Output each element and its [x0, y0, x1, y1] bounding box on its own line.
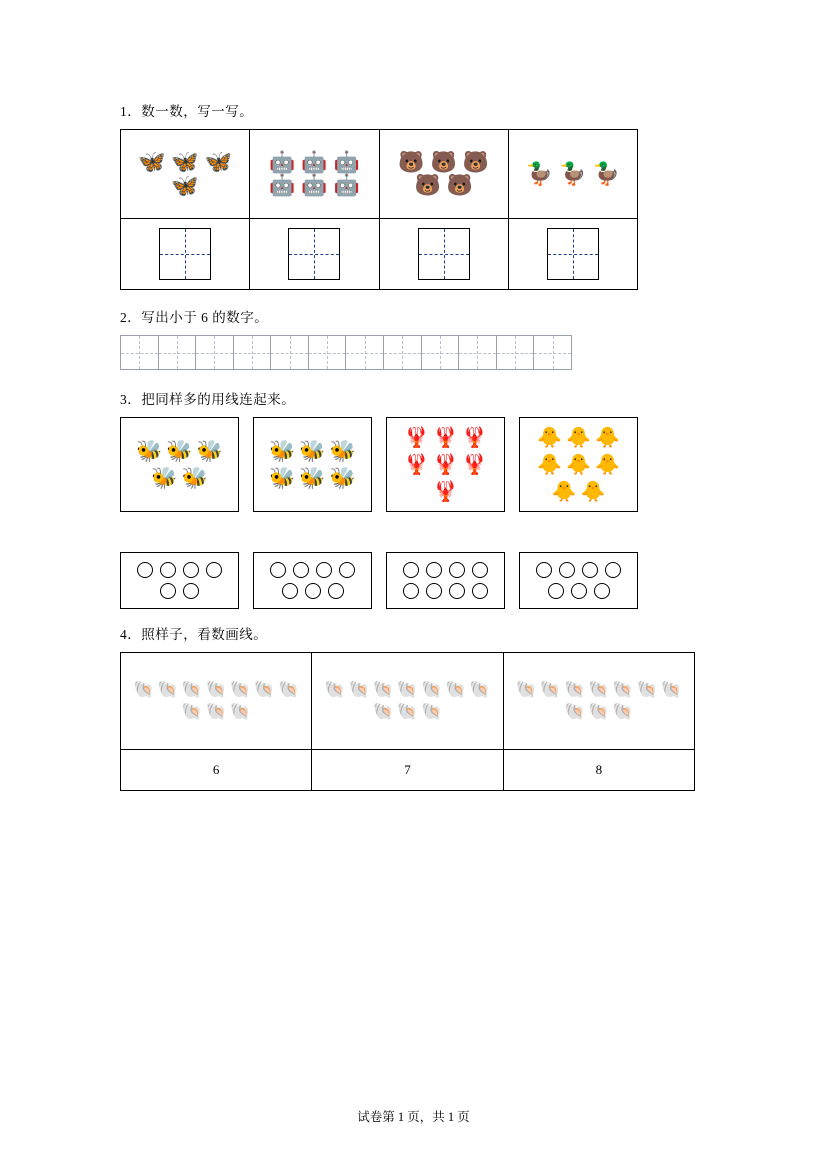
answer-cell[interactable] — [271, 336, 309, 370]
robot-icon: 🤖 — [333, 150, 360, 174]
table-row — [121, 653, 695, 750]
circle-icon — [183, 583, 199, 599]
question-3-bottom-row — [120, 552, 707, 609]
circle-icon — [472, 583, 488, 599]
circle-icon — [605, 562, 621, 578]
question-4-title: 4．照样子，看数画线。 — [120, 627, 268, 642]
robot-icon: 🤖 — [301, 150, 328, 174]
circle-box-8 — [386, 552, 505, 609]
bee-icon: 🐝 — [299, 438, 326, 463]
shell-icon: 🐚 — [612, 702, 634, 721]
circle-icon — [270, 562, 286, 578]
shell-cell-3 — [503, 653, 694, 750]
duck-icon: 🦆 — [559, 161, 587, 186]
picture-box-bees-6 — [253, 417, 372, 512]
duck-icon: 🦆 — [592, 161, 620, 186]
shell-icon: 🐚 — [396, 702, 419, 721]
circle-icon — [183, 562, 199, 578]
answer-cell[interactable] — [421, 336, 459, 370]
answer-cell[interactable] — [158, 336, 196, 370]
crab-icon: 🦞 — [404, 454, 430, 476]
table-row — [121, 130, 638, 219]
shell-icon: 🐚 — [564, 680, 586, 699]
bee-icon: 🐝 — [136, 438, 163, 463]
picture-cell-2 — [250, 130, 379, 219]
shell-icon: 🐚 — [421, 702, 443, 721]
question-2-title: 2．写出小于 6 的数字。 — [120, 310, 269, 325]
chick-icon: 🐥 — [580, 481, 606, 503]
crab-icon: 🦞 — [404, 427, 430, 449]
crab-icon: 🦞 — [461, 427, 487, 449]
butterfly-icon: 🦋 — [204, 149, 233, 174]
picture-cell-1 — [121, 130, 250, 219]
circle-icon — [426, 583, 442, 599]
circle-icon — [328, 583, 344, 599]
circle-icon — [137, 562, 153, 578]
crab-icon: 🦞 — [433, 454, 458, 476]
shell-icon: 🐚 — [515, 680, 537, 699]
shell-icon: 🐚 — [133, 680, 155, 699]
picture-cell-content — [250, 130, 378, 218]
shell-icon: 🐚 — [372, 680, 394, 699]
circle-icon — [282, 583, 298, 599]
circle-icon — [339, 562, 355, 578]
picture-box-chicks-8 — [519, 417, 638, 512]
shell-cell-1 — [121, 653, 312, 750]
bee-icon: 🐝 — [166, 438, 193, 463]
shell-icon: 🐚 — [205, 702, 227, 721]
picture-cell-content — [509, 130, 637, 218]
robot-icon: 🤖 — [301, 173, 328, 197]
answer-cell[interactable] — [121, 336, 159, 370]
table-row — [121, 219, 638, 290]
table-row — [121, 750, 695, 791]
chick-icon: 🐥 — [566, 454, 591, 476]
bee-icon: 🐝 — [329, 465, 356, 490]
shell-icon: 🐚 — [660, 680, 682, 699]
tianzige-box[interactable] — [547, 228, 599, 280]
crab-icon: 🦞 — [433, 427, 458, 449]
picture-box-crabs-7 — [386, 417, 505, 512]
picture-cell-content — [380, 130, 508, 218]
shell-cell-2 — [312, 653, 503, 750]
picture-cell-4 — [508, 130, 637, 219]
shell-icon: 🐚 — [396, 680, 419, 699]
answer-cell-4[interactable] — [508, 219, 637, 290]
shell-icon: 🐚 — [229, 680, 251, 699]
shell-icon: 🐚 — [348, 680, 370, 699]
robot-icon-group — [250, 130, 378, 218]
shell-icon: 🐚 — [181, 702, 203, 721]
question-1-title: 1．数一数，写一写。 — [120, 104, 254, 119]
circle-icon — [536, 562, 552, 578]
bee-icon: 🐝 — [299, 465, 326, 490]
circle-icon — [559, 562, 575, 578]
question-3-top-row — [120, 417, 707, 512]
shell-icon: 🐚 — [278, 680, 300, 699]
duck-icon: 🦆 — [525, 161, 554, 186]
picture-cell-content — [121, 130, 249, 218]
circle-icon — [548, 583, 564, 599]
answer-cell-1[interactable] — [121, 219, 250, 290]
answer-cell[interactable] — [534, 336, 572, 370]
chick-icon: 🐥 — [537, 454, 563, 476]
shell-icon: 🐚 — [588, 680, 610, 699]
shell-icon: 🐚 — [445, 680, 467, 699]
page-footer: 试卷第 1 页，共 1 页 — [357, 1110, 470, 1124]
crab-icon: 🦞 — [433, 481, 458, 503]
answer-cell[interactable] — [459, 336, 497, 370]
shell-icon-group — [312, 675, 502, 727]
shell-icon: 🐚 — [588, 702, 610, 721]
answer-cell[interactable] — [384, 336, 422, 370]
shell-icon: 🐚 — [612, 680, 634, 699]
question-2 — [120, 306, 707, 370]
circle-icon — [403, 562, 419, 578]
question-1 — [120, 100, 707, 290]
circle-box-7b — [519, 552, 638, 609]
number-label-3: 8 — [503, 750, 694, 791]
circle-icon — [293, 562, 309, 578]
robot-icon: 🤖 — [269, 150, 296, 174]
answer-cell[interactable] — [346, 336, 384, 370]
circle-icon — [472, 562, 488, 578]
tianzige-box[interactable] — [418, 228, 470, 280]
shell-icon: 🐚 — [539, 680, 562, 699]
circle-icon — [316, 562, 332, 578]
circle-icon — [403, 583, 419, 599]
answer-cell[interactable] — [308, 336, 346, 370]
question-2-answer-grid[interactable] — [120, 335, 572, 370]
chick-icon: 🐥 — [537, 427, 563, 449]
shell-icon: 🐚 — [421, 680, 443, 699]
chick-icon: 🐥 — [566, 427, 591, 449]
robot-icon: 🤖 — [333, 173, 360, 197]
question-4-table — [120, 652, 695, 791]
answer-cell-3[interactable] — [379, 219, 508, 290]
bee-icon: 🐝 — [329, 438, 356, 463]
bear-icon: 🐻 — [430, 150, 457, 174]
tianzige-box[interactable] — [159, 228, 211, 280]
circle-icon — [449, 562, 465, 578]
chick-icon: 🐥 — [594, 427, 620, 449]
duck-icon-group — [509, 130, 637, 218]
shell-icon: 🐚 — [324, 680, 346, 699]
robot-icon: 🤖 — [269, 173, 296, 197]
bear-icon: 🐻 — [414, 173, 441, 197]
butterfly-icon: 🦋 — [171, 149, 199, 174]
chick-icon: 🐥 — [551, 481, 577, 503]
circle-box-6 — [120, 552, 239, 609]
shell-icon: 🐚 — [564, 702, 586, 721]
bear-icon: 🐻 — [398, 150, 425, 174]
circle-icon — [206, 562, 222, 578]
butterfly-icon: 🦋 — [171, 173, 199, 198]
crab-icon: 🦞 — [461, 454, 487, 476]
question-1-table — [120, 129, 638, 290]
shell-icon: 🐚 — [229, 702, 251, 721]
bear-icon: 🐻 — [446, 173, 473, 197]
answer-cell[interactable] — [233, 336, 271, 370]
table-row — [121, 336, 572, 370]
circle-box-7 — [253, 552, 372, 609]
shell-icon: 🐚 — [181, 680, 203, 699]
butterfly-icon-group — [121, 130, 249, 218]
bear-icon: 🐻 — [462, 150, 489, 174]
shell-icon: 🐚 — [372, 702, 394, 721]
shell-icon-group — [504, 675, 694, 727]
bee-icon: 🐝 — [269, 465, 296, 490]
answer-cell[interactable] — [196, 336, 234, 370]
bee-icon: 🐝 — [151, 465, 178, 490]
shell-icon: 🐚 — [253, 680, 276, 699]
circle-icon — [582, 562, 598, 578]
bee-icon: 🐝 — [196, 438, 223, 463]
shell-icon: 🐚 — [205, 680, 227, 699]
shell-icon: 🐚 — [469, 680, 491, 699]
shell-icon-group — [121, 675, 311, 727]
question-3-title: 3．把同样多的用线连起来。 — [120, 392, 296, 407]
question-4 — [120, 623, 707, 791]
picture-cell-3 — [379, 130, 508, 219]
circle-icon — [305, 583, 321, 599]
number-label-2: 7 — [312, 750, 503, 791]
number-label-1: 6 — [121, 750, 312, 791]
circle-icon — [426, 562, 442, 578]
picture-box-bees-5 — [120, 417, 239, 512]
shell-icon: 🐚 — [157, 680, 179, 699]
circle-icon — [160, 562, 176, 578]
answer-cell[interactable] — [496, 336, 534, 370]
bee-icon: 🐝 — [181, 465, 208, 490]
question-3 — [120, 388, 707, 609]
tianzige-box[interactable] — [288, 228, 340, 280]
circle-icon — [571, 583, 587, 599]
answer-cell-2[interactable] — [250, 219, 379, 290]
bear-icon-group — [380, 130, 508, 218]
circle-icon — [160, 583, 176, 599]
shell-icon: 🐚 — [636, 680, 658, 699]
chick-icon: 🐥 — [594, 454, 620, 476]
circle-icon — [449, 583, 465, 599]
butterfly-icon: 🦋 — [138, 149, 166, 174]
circle-icon — [594, 583, 610, 599]
bee-icon: 🐝 — [269, 438, 296, 463]
